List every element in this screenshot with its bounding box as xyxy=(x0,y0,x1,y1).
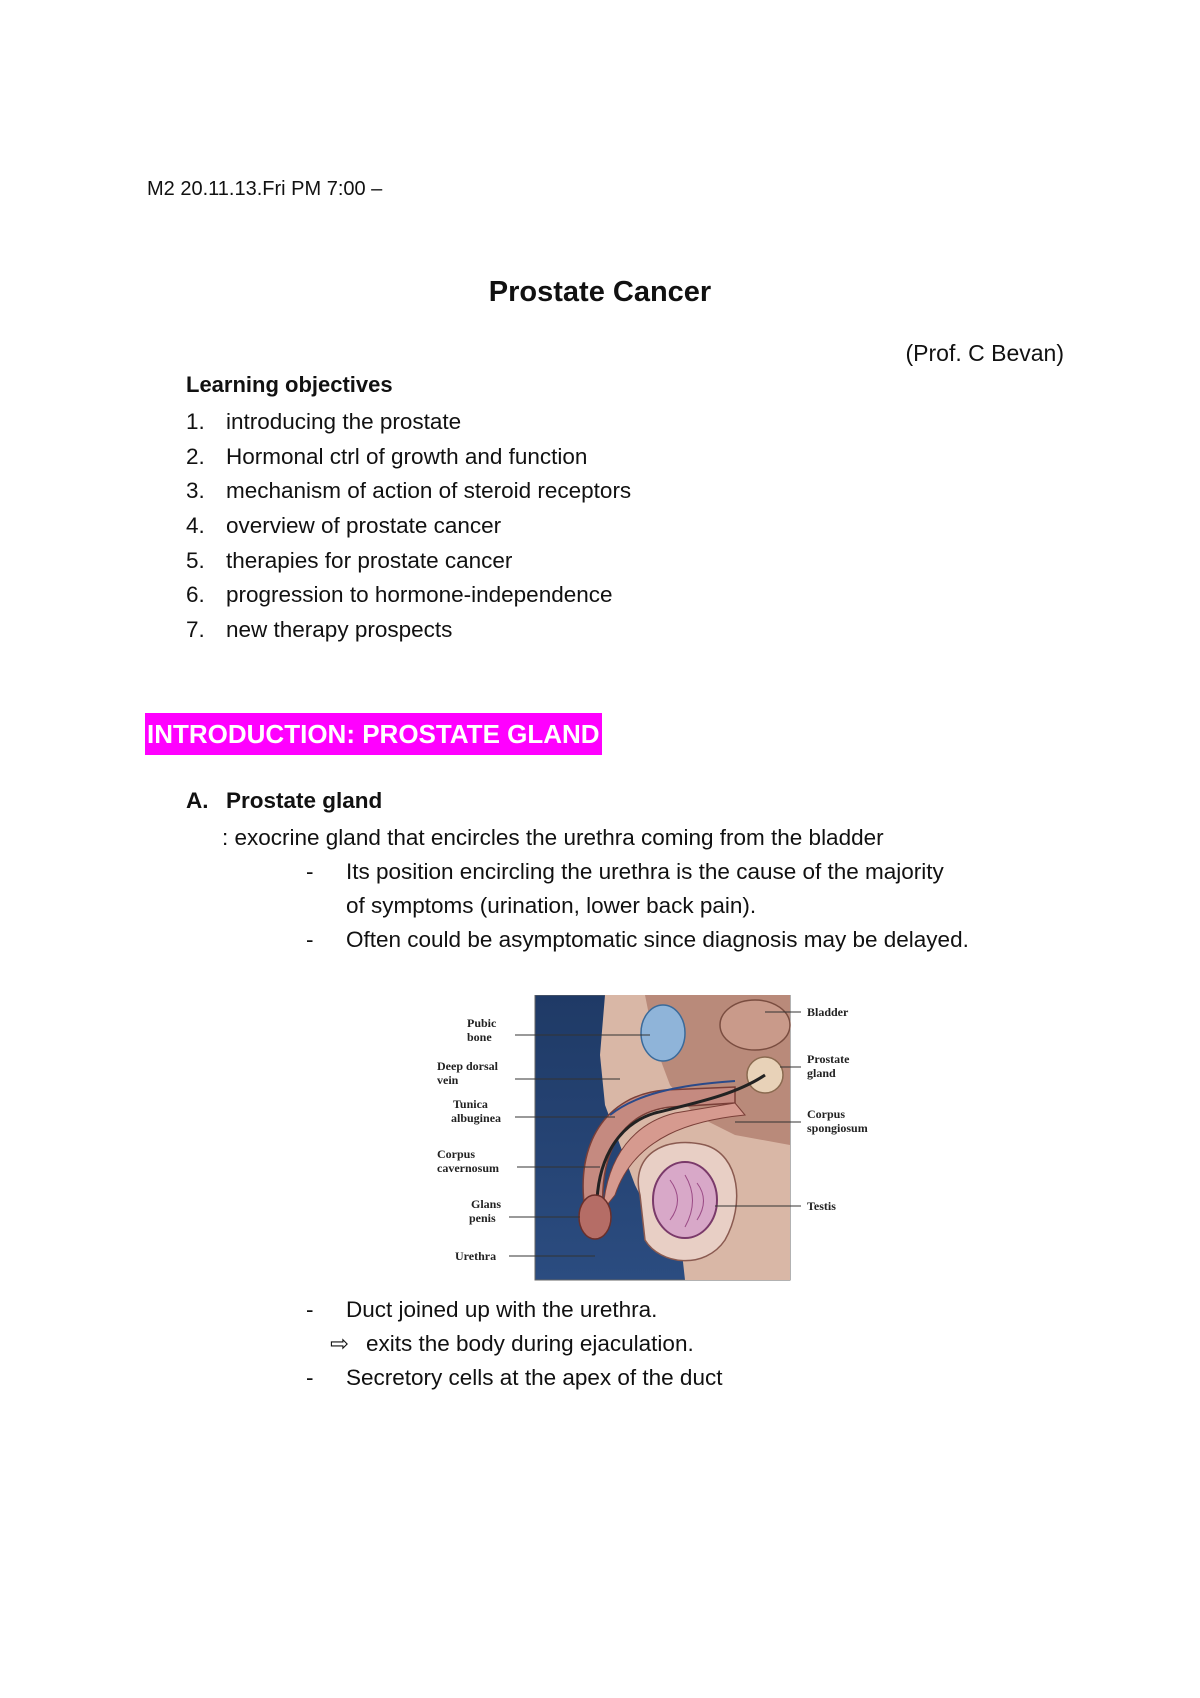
section-heading: INTRODUCTION: PROSTATE GLAND xyxy=(145,713,602,755)
list-item: 1. introducing the prostate xyxy=(186,409,462,434)
list-item: 6. progression to hormone-independence xyxy=(186,582,613,608)
label-corpus-cavernosum: Corpus cavernosum xyxy=(437,1147,499,1175)
label-prostate-gland: Prostate gland xyxy=(807,1052,850,1080)
document-title: Prostate Cancer xyxy=(488,276,712,308)
anatomy-illustration xyxy=(535,995,790,1280)
label-deep-dorsal-vein: Deep dorsal vein xyxy=(437,1059,498,1087)
arrow-right-icon: ⇨ xyxy=(330,1331,349,1356)
list-item: 2. Hormonal ctrl of growth and function xyxy=(186,443,588,469)
label-testis: Testis xyxy=(807,1199,836,1213)
arrow-item: ⇨ exits the body during ejaculation. xyxy=(330,1327,694,1361)
list-item: 7. new therapy prospects xyxy=(186,617,453,643)
label-glans-penis: Glans penis xyxy=(469,1197,502,1225)
anatomy-figure xyxy=(435,995,890,1285)
bullet-item: - Duct joined up with the urethra. xyxy=(306,1297,658,1322)
objectives-heading: Learning objectives xyxy=(186,372,393,397)
bullet-continuation: of symptoms (urination, lower back pain). xyxy=(346,893,757,918)
list-item: 3. mechanism of action of steroid receptors xyxy=(186,478,632,504)
label-urethra: Urethra xyxy=(455,1249,497,1263)
label-pubic-bone: Pubic bone xyxy=(467,1016,497,1044)
subsection-title: A. Prostate gland xyxy=(186,788,383,813)
definition-text: : exocrine gland that encircles the urethra coming from the bladder xyxy=(222,825,884,850)
bullet-item: - Its position encircling the urethra is the cause of the majority xyxy=(306,859,944,884)
bullet-item: - Often could be asymptomatic since diagnosis may be delayed. xyxy=(306,927,969,952)
document-meta: M2 20.11.13.Fri PM 7:00 – xyxy=(147,178,383,200)
label-tunica-albuginea: Tunica albuginea xyxy=(451,1097,502,1125)
document-author: (Prof. C Bevan) xyxy=(905,340,1064,366)
label-bladder: Bladder xyxy=(807,1005,849,1019)
list-item: 4. overview of prostate cancer xyxy=(186,513,502,539)
list-item: 5. therapies for prostate cancer xyxy=(186,547,513,573)
label-corpus-spongiosum: Corpus spongiosum xyxy=(807,1107,868,1135)
objectives-list xyxy=(186,405,631,648)
bullet-item: - Secretory cells at the apex of the duct xyxy=(306,1365,723,1390)
